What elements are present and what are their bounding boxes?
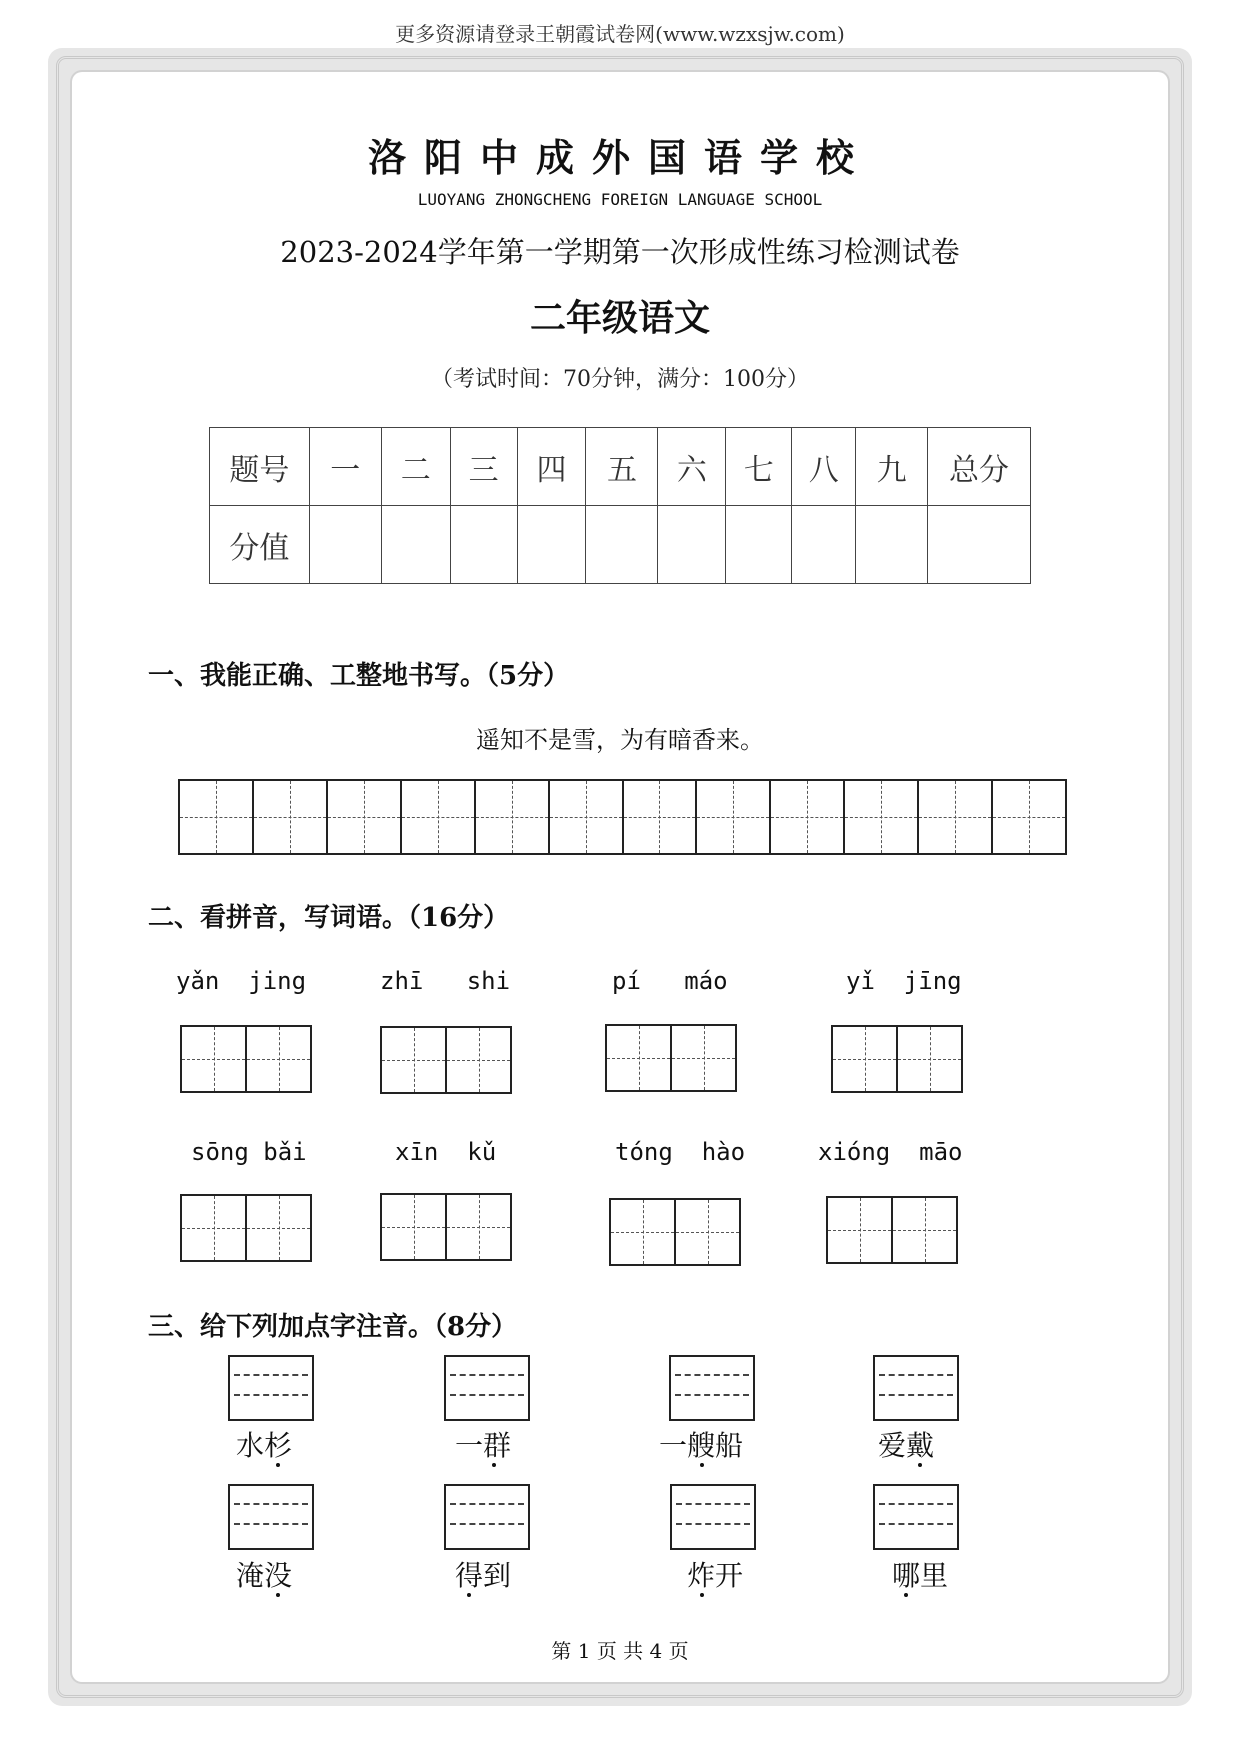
writing-cell[interactable]	[993, 781, 1065, 853]
word-writing-box[interactable]	[609, 1198, 741, 1266]
emphasis-dot	[918, 1463, 922, 1467]
word-writing-box[interactable]	[605, 1024, 737, 1092]
emphasis-dot	[700, 1463, 704, 1467]
pinyin-label: pí máo	[612, 967, 728, 995]
score-table-header-cell: 总分	[928, 428, 1031, 506]
writing-cell[interactable]	[898, 1027, 961, 1091]
section1-title: 一、我能正确、工整地书写。（5分）	[148, 661, 570, 691]
writing-cell[interactable]	[247, 1027, 310, 1091]
word-writing-box[interactable]	[180, 1194, 312, 1262]
score-row-label: 分值	[210, 506, 310, 584]
writing-cell[interactable]	[180, 781, 254, 853]
writing-cell[interactable]	[382, 1028, 447, 1092]
score-entry-cell[interactable]	[928, 506, 1031, 584]
score-table-header-cell: 一	[309, 428, 381, 506]
subject-title: 二年级语文	[529, 297, 710, 339]
writing-cell[interactable]	[893, 1198, 956, 1262]
poem-line: 遥知不是雪，为有暗香来。	[476, 726, 764, 754]
word-writing-box[interactable]	[380, 1026, 512, 1094]
exam-info: （考试时间：70分钟，满分：100分）	[431, 367, 809, 392]
writing-cell[interactable]	[447, 1028, 510, 1092]
writing-cell[interactable]	[697, 781, 771, 853]
word-writing-box[interactable]	[831, 1025, 963, 1093]
writing-cell[interactable]	[182, 1027, 247, 1091]
pinyin-answer-box[interactable]	[669, 1355, 755, 1421]
writing-cell[interactable]	[771, 781, 845, 853]
emphasis-dot	[700, 1593, 704, 1597]
writing-cell[interactable]	[447, 1195, 510, 1259]
character-word: 淹没	[235, 1559, 292, 1592]
emphasis-dot	[276, 1593, 280, 1597]
writing-cell[interactable]	[476, 781, 550, 853]
writing-cell[interactable]	[182, 1196, 247, 1260]
score-entry-cell[interactable]	[309, 506, 381, 584]
writing-cell[interactable]	[624, 781, 698, 853]
writing-grid[interactable]	[178, 779, 1067, 855]
score-table-header-cell: 五	[586, 428, 658, 506]
pinyin-label: zhī shi	[380, 967, 511, 995]
pinyin-answer-box[interactable]	[873, 1484, 959, 1550]
pinyin-answer-box[interactable]	[444, 1484, 530, 1550]
emphasis-dot	[904, 1593, 908, 1597]
score-table-header-cell: 七	[726, 428, 792, 506]
pinyin-answer-box[interactable]	[444, 1355, 530, 1421]
pinyin-answer-box[interactable]	[228, 1355, 314, 1421]
character-word: 炸开	[686, 1559, 743, 1592]
writing-cell[interactable]	[382, 1195, 447, 1259]
pinyin-label: yǎn jing	[176, 967, 307, 995]
score-entry-cell[interactable]	[586, 506, 658, 584]
writing-cell[interactable]	[328, 781, 402, 853]
section2-title: 二、看拼音，写词语。（16分）	[148, 903, 510, 933]
score-table-header-cell: 四	[517, 428, 586, 506]
writing-cell[interactable]	[402, 781, 476, 853]
page-footer: 第 1 页 共 4 页	[551, 1639, 689, 1663]
score-table-header-cell: 题号	[210, 428, 310, 506]
word-writing-box[interactable]	[826, 1196, 958, 1264]
writing-cell[interactable]	[919, 781, 993, 853]
score-entry-cell[interactable]	[450, 506, 517, 584]
score-table-header-cell: 九	[856, 428, 928, 506]
character-word: 一艘船	[658, 1429, 743, 1462]
school-name-en: LUOYANG ZHONGCHENG FOREIGN LANGUAGE SCHOOL	[417, 190, 823, 209]
writing-cell[interactable]	[828, 1198, 893, 1262]
writing-cell[interactable]	[672, 1026, 735, 1090]
writing-cell[interactable]	[833, 1027, 898, 1091]
character-word: 一群	[454, 1429, 511, 1462]
character-word: 得到	[454, 1559, 511, 1592]
writing-cell[interactable]	[550, 781, 624, 853]
character-word: 爱戴	[877, 1429, 934, 1462]
writing-cell[interactable]	[676, 1200, 739, 1264]
word-writing-box[interactable]	[380, 1193, 512, 1261]
score-table-value-row	[210, 506, 1031, 584]
writing-cell[interactable]	[247, 1196, 310, 1260]
pinyin-label: xīn kǔ	[395, 1138, 497, 1166]
score-entry-cell[interactable]	[658, 506, 726, 584]
emphasis-dot	[492, 1463, 496, 1467]
character-word: 哪里	[891, 1559, 948, 1592]
score-entry-cell[interactable]	[792, 506, 856, 584]
emphasis-dot	[276, 1463, 280, 1467]
section3-title: 三、给下列加点字注音。（8分）	[148, 1312, 518, 1342]
score-table-header-cell: 二	[381, 428, 450, 506]
score-entry-cell[interactable]	[517, 506, 586, 584]
score-table	[209, 427, 1031, 584]
writing-cell[interactable]	[254, 781, 328, 853]
pinyin-label: sōng bǎi	[191, 1138, 307, 1166]
word-writing-box[interactable]	[180, 1025, 312, 1093]
score-table-header-row	[210, 428, 1031, 506]
pinyin-label: yǐ jīng	[846, 967, 962, 995]
school-name: 洛阳中成外国语学校	[367, 135, 872, 180]
exam-title: 2023-2024学年第一学期第一次形成性练习检测试卷	[280, 235, 960, 269]
score-entry-cell[interactable]	[381, 506, 450, 584]
writing-cell[interactable]	[845, 781, 919, 853]
pinyin-label: tóng hào	[615, 1138, 746, 1166]
pinyin-answer-box[interactable]	[873, 1355, 959, 1421]
writing-cell[interactable]	[611, 1200, 676, 1264]
score-table-header-cell: 三	[450, 428, 517, 506]
score-table-header-cell: 六	[658, 428, 726, 506]
score-entry-cell[interactable]	[856, 506, 928, 584]
character-word: 水杉	[235, 1429, 292, 1462]
score-entry-cell[interactable]	[726, 506, 792, 584]
source-note: 更多资源请登录王朝霞试卷网(www.wzxsjw.com)	[395, 22, 845, 46]
pinyin-answer-box[interactable]	[228, 1484, 314, 1550]
pinyin-answer-box[interactable]	[670, 1484, 756, 1550]
writing-cell[interactable]	[607, 1026, 672, 1090]
score-table-header-cell: 八	[792, 428, 856, 506]
pinyin-label: xióng māo	[818, 1138, 963, 1166]
emphasis-dot	[467, 1593, 471, 1597]
